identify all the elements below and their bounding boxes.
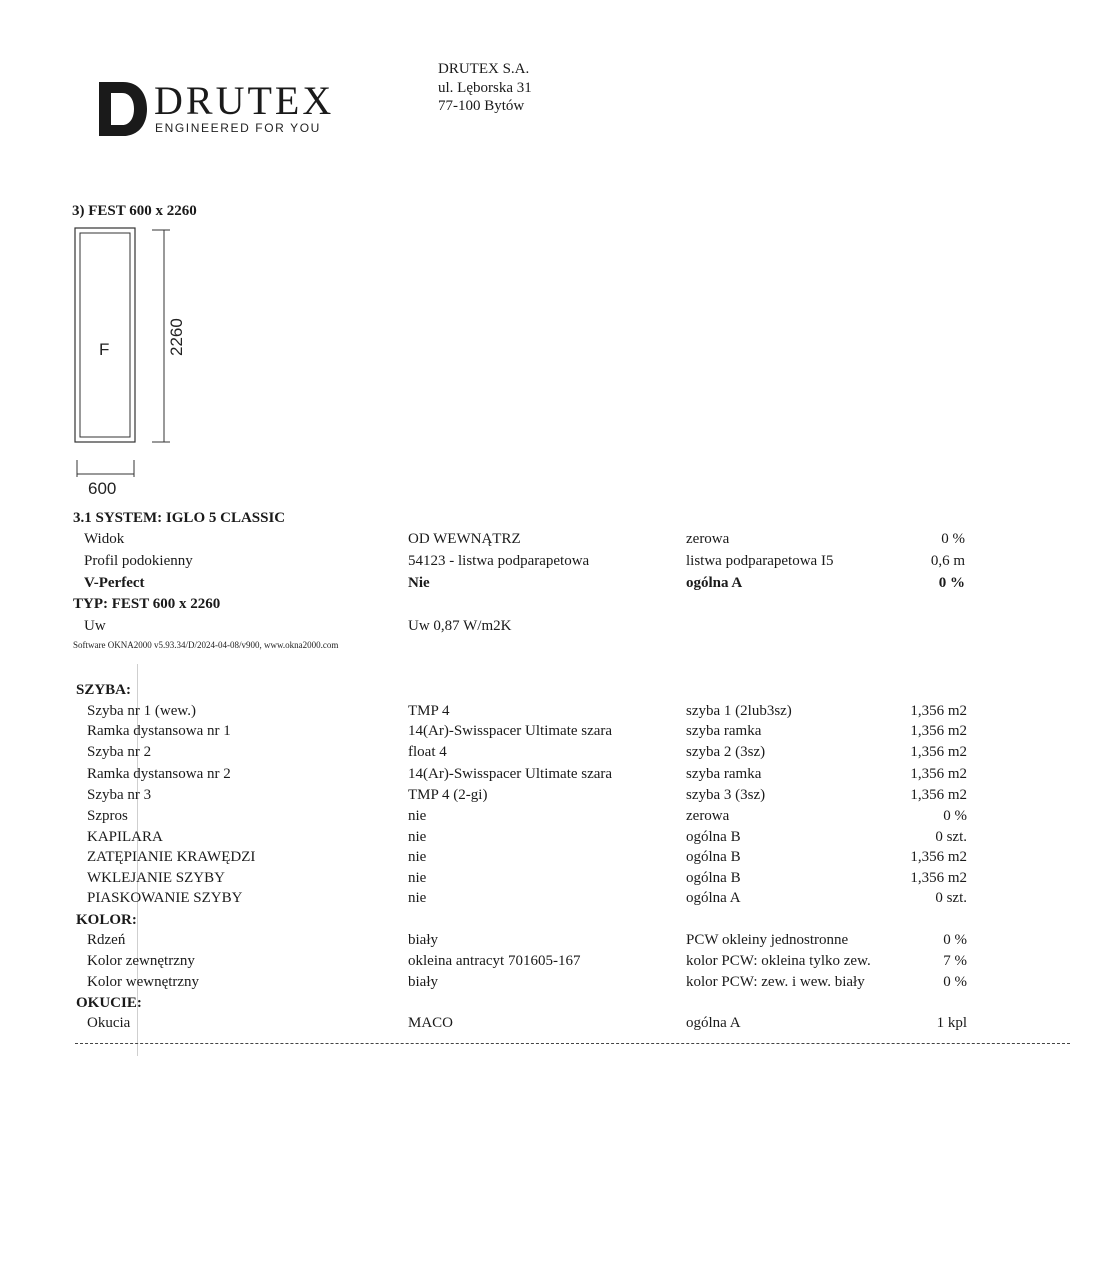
glass-value: nie — [408, 890, 427, 906]
glass-name: Szyba nr 3 — [87, 787, 152, 803]
hardware-value: MACO — [408, 1015, 454, 1031]
hardware-name: Okucia — [87, 1015, 131, 1031]
spec-value: 54123 - listwa podparapetowa — [408, 553, 590, 569]
color-row — [0, 930, 1110, 951]
color-row — [0, 951, 1110, 972]
color-value: okleina antracyt 701605-167 — [408, 953, 581, 969]
glass-category: szyba ramka — [686, 766, 762, 782]
glass-amount: 1,356 m2 — [910, 766, 967, 782]
glass-amount: 1,356 m2 — [910, 849, 967, 865]
spec-name: Widok — [84, 531, 125, 547]
glass-value: nie — [408, 808, 427, 824]
glass-name: KAPILARA — [87, 829, 163, 845]
glass-row — [0, 827, 1110, 848]
glass-row — [0, 847, 1110, 868]
height-dimension: 2260 — [167, 318, 186, 356]
glass-amount: 1,356 m2 — [910, 744, 967, 760]
system-heading: 3.1 SYSTEM: IGLO 5 CLASSIC — [73, 510, 286, 526]
glass-value: 14(Ar)-Swisspacer Ultimate szara — [408, 723, 613, 739]
glass-row — [0, 721, 1110, 742]
drutex-logo-icon — [97, 80, 149, 138]
glass-row — [0, 888, 1110, 909]
glass-amount: 1,356 m2 — [910, 870, 967, 886]
glass-name: Szyba nr 2 — [87, 744, 152, 760]
glass-name: PIASKOWANIE SZYBY — [87, 890, 243, 906]
glass-name: Ramka dystansowa nr 2 — [87, 766, 231, 782]
glass-name: ZATĘPIANIE KRAWĘDZI — [87, 849, 256, 865]
glass-name: Szpros — [87, 808, 128, 824]
sash-label: F — [99, 340, 110, 359]
glass-value: TMP 4 (2-gi) — [408, 787, 488, 803]
glass-category: zerowa — [686, 808, 730, 824]
hardware-category: ogólna A — [686, 1015, 741, 1031]
hardware-row — [0, 1013, 1110, 1034]
glass-category: ogólna A — [686, 890, 741, 906]
glass-category: szyba 1 (2lub3sz) — [686, 703, 792, 719]
glass-amount: 1,356 m2 — [910, 787, 967, 803]
color-name: Kolor zewnętrzny — [87, 953, 195, 969]
software-note: Software OKNA2000 v5.93.34/D/2024-04-08/v900, www.okna2000.com — [73, 640, 339, 650]
company-city: 77-100 Bytów — [438, 98, 525, 114]
color-value: biały — [408, 932, 438, 948]
frame-inner — [80, 233, 130, 437]
spec-category: zerowa — [686, 531, 730, 547]
color-amount: 0 % — [943, 974, 967, 990]
logo-wordmark: DRUTEX — [154, 78, 335, 123]
glass-name: Ramka dystansowa nr 1 — [87, 723, 231, 739]
uw-label: Uw — [84, 618, 106, 634]
color-amount: 7 % — [943, 953, 967, 969]
glass-amount: 0 % — [943, 808, 967, 824]
section-heading-row — [0, 680, 1110, 701]
spec-value: Nie — [408, 575, 430, 591]
spec-name: Profil podokienny — [84, 553, 193, 569]
glass-category: ogólna B — [686, 829, 741, 845]
glass-row — [0, 785, 1110, 806]
spec-amount: 0 % — [941, 531, 965, 547]
hardware-amount: 1 kpl — [936, 1015, 967, 1031]
glass-row — [0, 764, 1110, 785]
spec-amount: 0,6 m — [930, 553, 965, 569]
spec-category: listwa podparapetowa I5 — [686, 553, 834, 569]
glass-category: szyba ramka — [686, 723, 762, 739]
glass-value: 14(Ar)-Swisspacer Ultimate szara — [408, 766, 613, 782]
color-value: biały — [408, 974, 438, 990]
glass-name: WKLEJANIE SZYBY — [87, 870, 225, 886]
section-heading-row — [0, 993, 1110, 1014]
glass-value: nie — [408, 870, 427, 886]
spec-row — [0, 573, 1110, 594]
hardware-heading: OKUCIE: — [76, 995, 142, 1011]
type-heading: TYP: FEST 600 x 2260 — [73, 596, 221, 612]
company-street: ul. Lęborska 31 — [438, 80, 532, 96]
item-title: 3) FEST 600 x 2260 — [72, 203, 197, 219]
glass-category: ogólna B — [686, 870, 741, 886]
color-heading: KOLOR: — [76, 912, 137, 928]
glass-category: ogólna B — [686, 849, 741, 865]
glass-row — [0, 701, 1110, 722]
glass-amount: 0 szt. — [935, 829, 967, 845]
frame-outer — [75, 228, 135, 442]
spec-row — [0, 551, 1110, 572]
glass-row — [0, 868, 1110, 889]
dashed-separator — [75, 1043, 1070, 1044]
glass-category: szyba 2 (3sz) — [686, 744, 766, 760]
spec-row — [0, 529, 1110, 550]
glass-heading: SZYBA: — [76, 682, 132, 698]
spec-value: OD WEWNĄTRZ — [408, 531, 521, 547]
glass-value: nie — [408, 849, 427, 865]
color-name: Kolor wewnętrzny — [87, 974, 200, 990]
section-heading-row — [0, 910, 1110, 931]
color-category: kolor PCW: okleina tylko zew. — [686, 953, 871, 969]
color-category: PCW okleiny jednostronne — [686, 932, 849, 948]
glass-amount: 1,356 m2 — [910, 703, 967, 719]
glass-name: Szyba nr 1 (wew.) — [87, 703, 196, 719]
glass-row — [0, 742, 1110, 763]
color-row — [0, 972, 1110, 993]
uw-row — [0, 616, 1110, 637]
glass-value: nie — [408, 829, 427, 845]
logo-tagline: ENGINEERED FOR YOU — [155, 121, 321, 135]
window-frame-drawing — [70, 222, 210, 507]
color-name: Rdzeń — [87, 932, 126, 948]
spec-category: ogólna A — [686, 575, 743, 591]
uw-value: Uw 0,87 W/m2K — [408, 618, 512, 634]
glass-value: TMP 4 — [408, 703, 450, 719]
company-name: DRUTEX S.A. — [438, 61, 530, 77]
color-category: kolor PCW: zew. i wew. biały — [686, 974, 865, 990]
glass-amount: 1,356 m2 — [910, 723, 967, 739]
spec-amount: 0 % — [938, 575, 965, 591]
glass-row — [0, 806, 1110, 827]
color-amount: 0 % — [943, 932, 967, 948]
spec-name: V-Perfect — [84, 575, 145, 591]
width-dimension: 600 — [88, 479, 117, 498]
glass-category: szyba 3 (3sz) — [686, 787, 766, 803]
glass-value: float 4 — [408, 744, 447, 760]
glass-amount: 0 szt. — [935, 890, 967, 906]
